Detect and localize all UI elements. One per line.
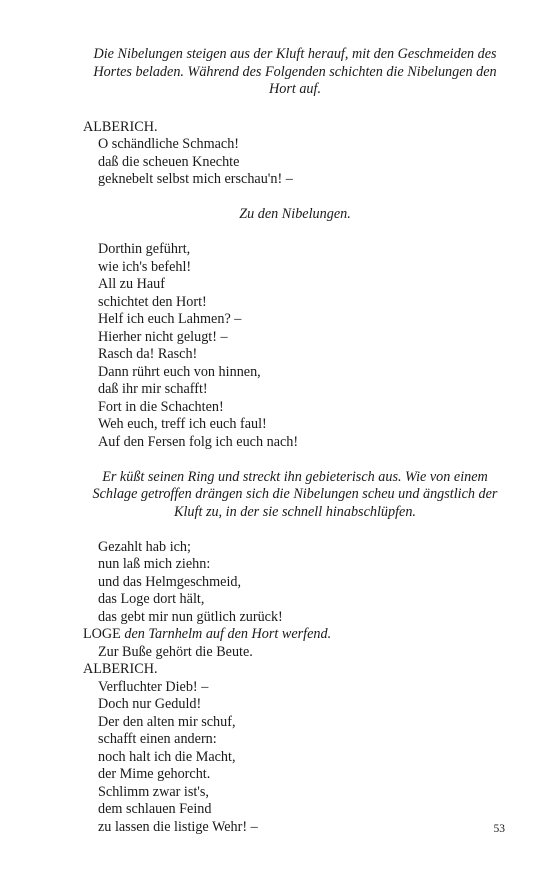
verse-line: Helf ich euch Lahmen? – [98,311,242,327]
verse-line: nun laß mich ziehn: [98,556,211,572]
verse-line: Verfluchter Dieb! – [98,678,209,695]
stage-direction-3: Er küßt seinen Ring und streckt ihn gebieterisch aus. Wie von einem Schlage getroffen drängen sich die Nibelungen scheu und ängstlich der Kluft zu, in der sie schnell hinabschlüpfen. [92,468,498,520]
verse-line: dem schlauen Feind [98,801,212,817]
verse-line: das Loge dort hält, [98,591,205,607]
verse-line: Fort in die Schachten! [98,398,224,415]
stage-direction-2: Zu den Nibelungen. [239,206,351,222]
verse-line: geknebelt selbst mich erschau'n! – [98,171,293,187]
verse-line: zu lassen die listige Wehr! – [98,818,258,835]
verse-line: All zu Hauf [98,276,165,292]
verse-line: schichtet den Hort! [98,293,207,310]
verse-line: Dann rührt euch von hinnen, [98,363,261,380]
speaker-name-loge: LOGE [83,626,121,642]
verse-line: daß die scheuen Knechte [98,153,240,170]
verse-line: daß ihr mir schafft! [98,381,208,397]
speaker-alberich-1: ALBERICH. [83,118,158,135]
verse-line: noch halt ich die Macht, [98,748,236,765]
verse-line: Hierher nicht gelugt! – [98,328,228,345]
verse-line: Doch nur Geduld! [98,696,202,712]
verse-line: O schändliche Schmach! [98,136,240,152]
verse-line: Weh euch, treff ich euch faul! [98,416,267,432]
verse-line: schafft einen andern: [98,731,217,747]
verse-line: Der den alten mir schuf, [98,713,236,730]
verse-line: Gezahlt hab ich; [98,538,191,555]
speaker-direction-loge: den Tarnhelm auf den Hort werfend. [124,626,332,642]
speaker-loge [83,626,507,644]
verse-line: der Mime gehorcht. [98,766,211,782]
verse-line: wie ich's befehl! [98,258,192,275]
verse-line: Zur Buße gehört die Beute. [98,643,253,660]
page-content [83,46,507,836]
verse-line: und das Helmgeschmeid, [98,573,242,590]
speaker-alberich-2: ALBERICH. [83,661,158,677]
verse-line: Rasch da! Rasch! [98,346,198,362]
stage-direction-1: Die Nibelungen steigen aus der Kluft herauf, mit den Geschmeiden des Hortes beladen. Während des Folgenden schichten die Nibelungen den Hort auf. [93,46,497,97]
verse-line: Auf den Fersen folg ich euch nach! [98,433,299,450]
verse-line: Dorthin geführt, [98,241,191,257]
verse-line: Schlimm zwar ist's, [98,783,209,800]
verse-line: das gebt mir nun gütlich zurück! [98,608,283,625]
page-number: 53 [493,823,505,835]
